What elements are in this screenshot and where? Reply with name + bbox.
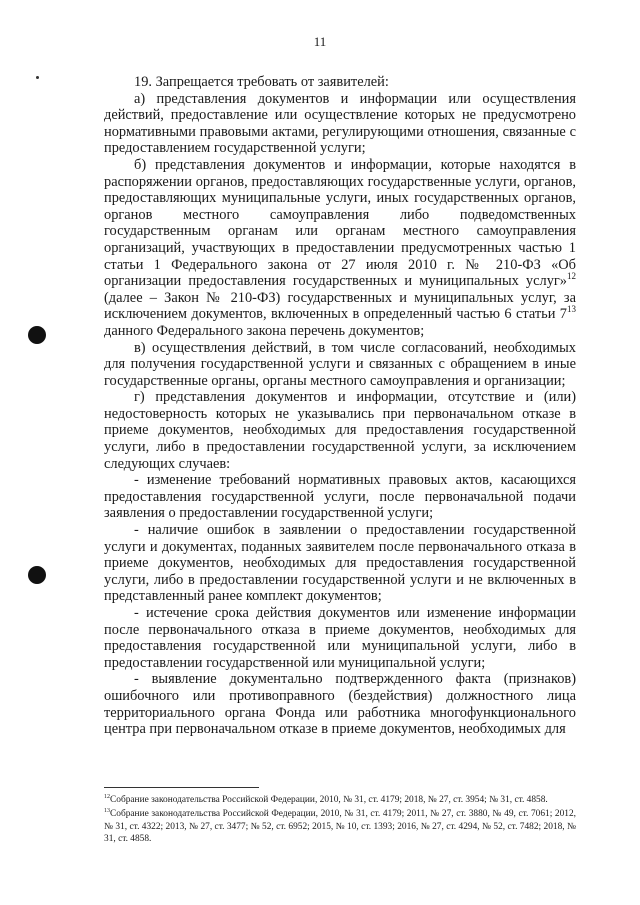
page-number: 11	[313, 34, 327, 49]
list-item-misconduct: - выявление документально подтвержденного факта (признаков) ошибочного или противоправного (бездействия) должностного лица территориального органа Фонда или работника многофункционального центра при первоначальном отказе в приеме документов, необходимых для	[104, 671, 576, 738]
footnote-divider	[104, 787, 259, 788]
paragraph-b-part1: б) представления документов и информации, которые находятся в распоряжении органов, предоставляющих государственные услуги, органов, предоставляющих муниципальные услуги, иных государственных органов, органов местного самоуправления либо подведомственных государственным органам или органам местного самоуправления организаций, участвующих в предоставлении предусмотренных частью 1 статьи 1 Федерального закона от 27 июля 2010 г. № 210-ФЗ «Об организации предоставления государственных и муниципальных услуг»	[104, 156, 576, 290]
footnote-ref-13: 13	[567, 304, 576, 315]
list-item-expiry: - истечение срока действия документов или изменение информации после первоначального отказа в приеме документов, необходимых для предоставления государственной или муниципальной услуги, либо в предоставлении государственной или муниципальной услуги;	[104, 605, 576, 671]
footnote-mark-12: 12	[104, 793, 110, 800]
punch-hole-top	[28, 326, 46, 344]
paragraph-b	[104, 157, 576, 340]
footnote-ref-12: 12	[567, 271, 576, 282]
paragraph-b-part3: данного Федерального закона перечень документов;	[104, 322, 425, 339]
document-body	[104, 74, 576, 738]
punch-hole-bottom	[28, 566, 46, 584]
footnote-mark-13: 13	[104, 808, 110, 815]
list-item-errors: - наличие ошибок в заявлении о предоставлении государственной услуги и документах, поданных заявителем после первоначального отказа в приеме документов, необходимых для предоставления государственной услуги, либо в предоставлении государственной услуги и не включенных в представленный ранее комплект документов;	[104, 522, 576, 605]
paragraph-b-part2: (далее – Закон № 210-ФЗ) государственных и муниципальных услуг, за исключением документов, включенных в определенный частью 6 статьи 7	[104, 289, 576, 323]
footnote-text-12: Собрание законодательства Российской Федерации, 2010, № 31, ст. 4179; 2018, № 27, ст. 3954; № 31, ст. 4858.	[110, 795, 548, 805]
footnote-12	[104, 794, 576, 806]
paragraph-19-intro: 19. Запрещается требовать от заявителей:	[134, 74, 389, 90]
scan-speck	[36, 76, 39, 79]
paragraph-v: в) осуществления действий, в том числе согласований, необходимых для получения государственной услуги и связанных с обращением в иные государственные органы, органы местного самоуправления и организации;	[104, 339, 576, 389]
paragraph-g: г) представления документов и информации, отсутствие и (или) недостоверность которых не указывались при первоначальном отказе в приеме документов, необходимых для предоставления государственной услуги, либо в предоставлении государственной услуги, за исключением следующих случаев:	[104, 389, 576, 472]
paragraph-a: а) представления документов и информации или осуществления действий, предоставление или осуществление которых не предусмотрено нормативными правовыми актами, регулирующими отношения, связанные с предоставлением государственной услуги;	[104, 90, 576, 157]
footnote-13	[104, 808, 576, 845]
list-item-requirements-change: - изменение требований нормативных правовых актов, касающихся предоставления государственной услуги, после первоначальной подачи заявления о предоставлении государственной услуги;	[104, 472, 576, 522]
footnote-text-13: Собрание законодательства Российской Федерации, 2010, № 31, ст. 4179; 2011, № 27, ст. 3880, № 49, ст. 7061; 2012, № 31, ст. 4322; 2013, № 27, ст. 3477; № 52, ст. 6952; 2015, № 10, ст. 1393; 2016, № 27, ст. 4294, № 52, ст. 7482; 2018, № 31, ст. 4858.	[104, 809, 576, 844]
footnotes	[104, 794, 576, 847]
